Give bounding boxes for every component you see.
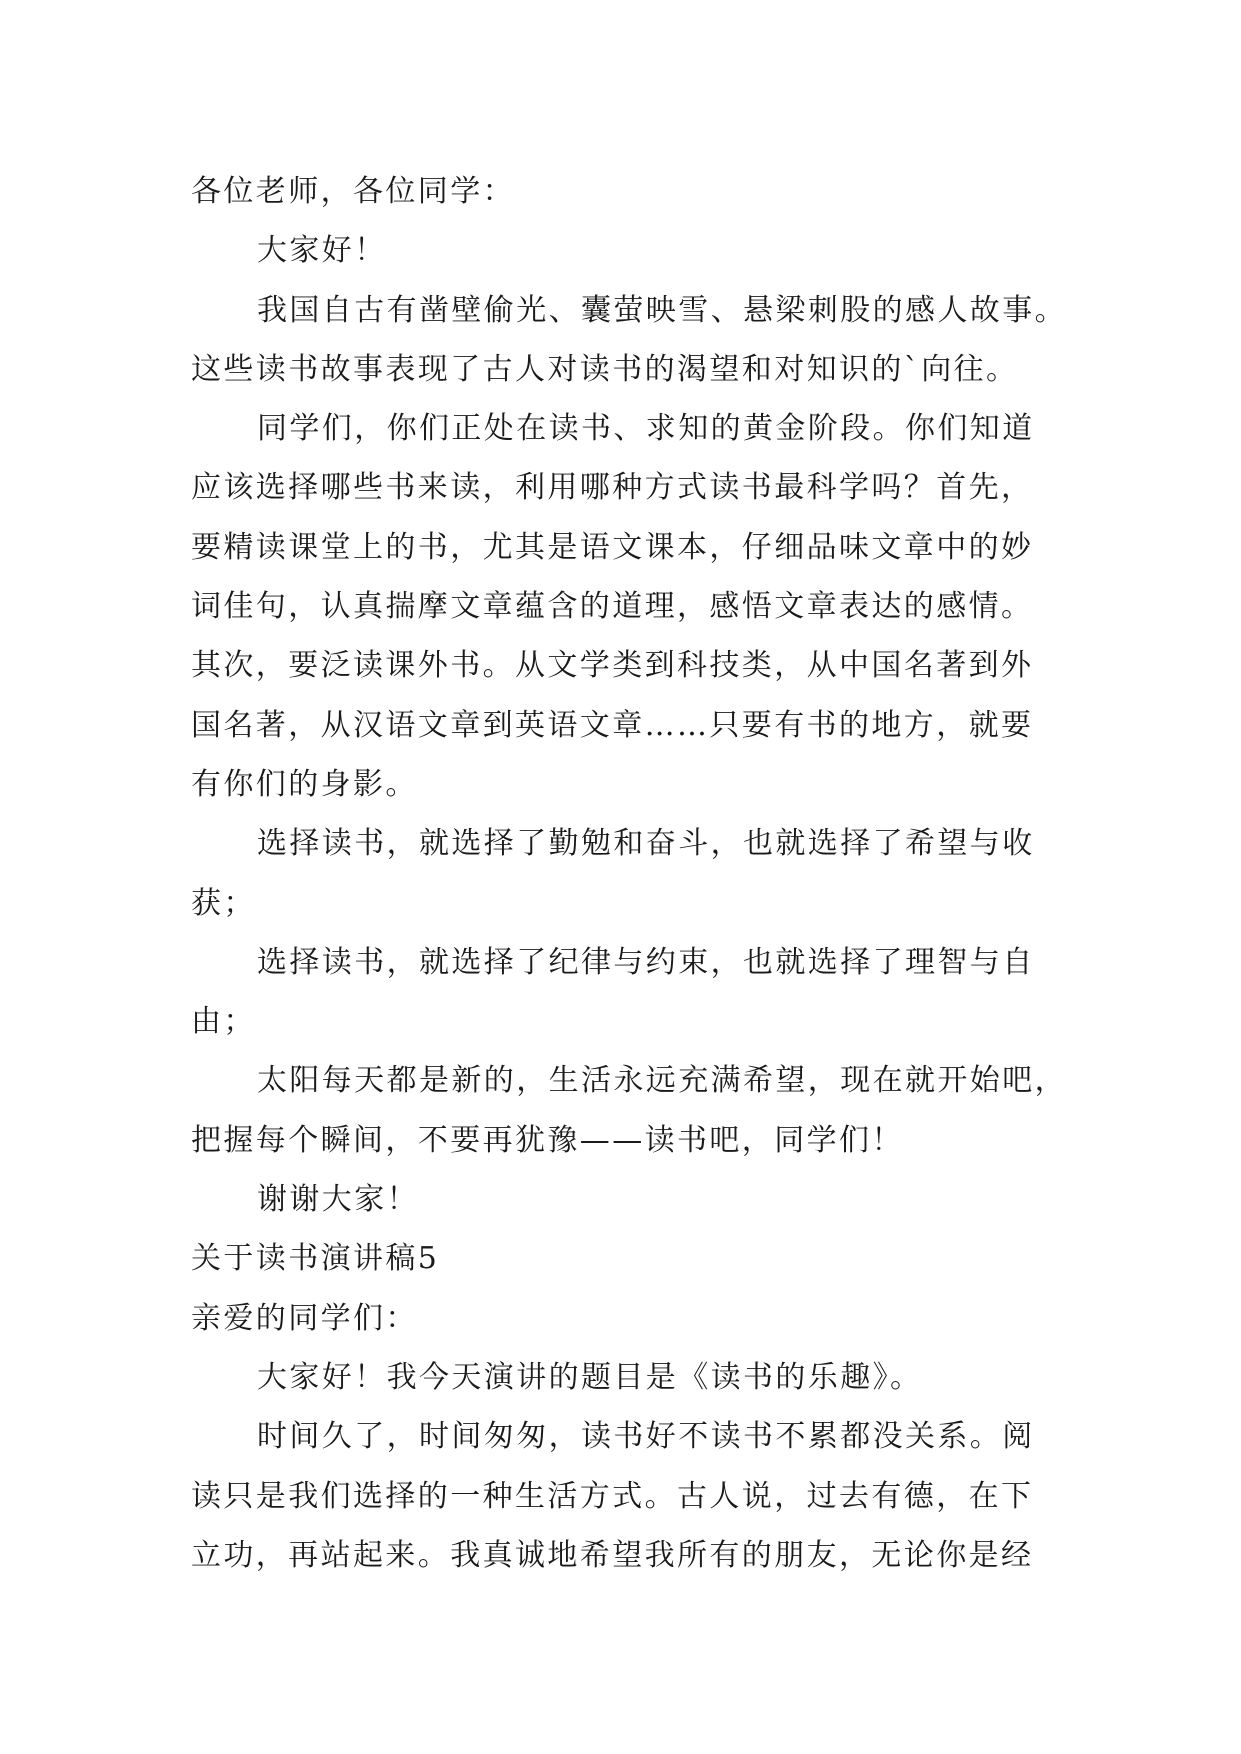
text-line: 国名著，从汉语文章到英语文章……只要有书的地方，就要 bbox=[191, 707, 1034, 743]
text-line: 读只是我们选择的一种生活方式。古人说，过去有德，在下 bbox=[191, 1478, 1034, 1514]
text-line: 把握每个瞬间，不要再犹豫——读书吧，同学们！ bbox=[191, 1122, 904, 1158]
text-line: 获； bbox=[191, 885, 256, 921]
text-line: 太阳每天都是新的，生活永远充满希望，现在就开始吧， bbox=[257, 1063, 1067, 1099]
text-line: 我国自古有凿壁偷光、囊萤映雪、悬梁刺股的感人故事。 bbox=[257, 292, 1067, 328]
text-line: 由； bbox=[191, 1004, 256, 1040]
text-line: 大家好！我今天演讲的题目是《读书的乐趣》。 bbox=[257, 1359, 923, 1395]
text-line: 亲爱的同学们： bbox=[191, 1300, 418, 1336]
text-line: 各位老师，各位同学： bbox=[191, 174, 515, 209]
text-line: 选择读书，就选择了勤勉和奋斗，也就选择了希望与收 bbox=[257, 826, 1035, 862]
document-body bbox=[191, 162, 1071, 1585]
text-line: 有你们的身影。 bbox=[191, 766, 418, 802]
text-line: 同学们，你们正处在读书、求知的黄金阶段。你们知道 bbox=[257, 411, 1035, 447]
text-line: 选择读书，就选择了纪律与约束，也就选择了理智与自 bbox=[257, 944, 1035, 980]
text-line: 立功，再站起来。我真诚地希望我所有的朋友，无论你是经 bbox=[191, 1537, 1034, 1573]
text-line: 大家好！ bbox=[257, 233, 387, 269]
text-line: 要精读课堂上的书，尤其是语文课本，仔细品味文章中的妙 bbox=[191, 529, 1034, 565]
text-line: 其次，要泛读课外书。从文学类到科技类，从中国名著到外 bbox=[191, 648, 1034, 684]
text-line: 时间久了，时间匆匆，读书好不读书不累都没关系。阅 bbox=[257, 1419, 1035, 1455]
text-line: 这些读书故事表现了古人对读书的渴望和对知识的`向往。 bbox=[191, 351, 1019, 387]
section-title: 关于读书演讲稿5 bbox=[191, 1241, 440, 1277]
text-line: 谢谢大家！ bbox=[257, 1182, 419, 1218]
text-line: 词佳句，认真揣摩文章蕴含的道理，感悟文章表达的感情。 bbox=[191, 589, 1034, 625]
text-line: 应该选择哪些书来读，利用哪种方式读书最科学吗？首先， bbox=[191, 470, 1034, 506]
